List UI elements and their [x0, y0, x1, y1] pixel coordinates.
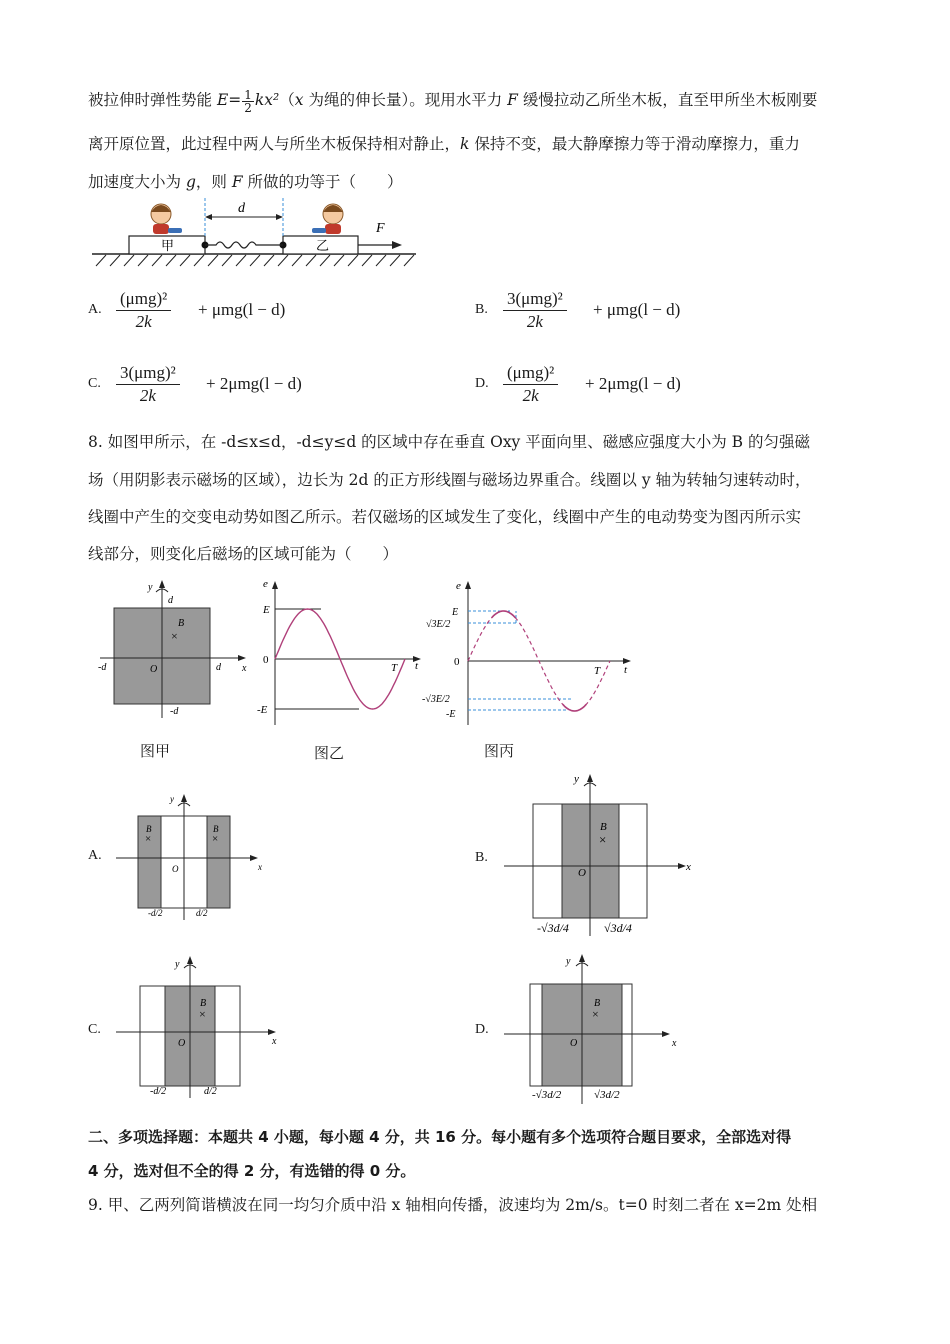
q8-line-3: 线圈中产生的交变电动势如图乙所示。若仅磁场的区域发生了变化，线圈中产生的电动势变为图丙所示实 [88, 508, 802, 526]
q8-line-2: 场（用阴影表示磁场的区域），边长为 2d 的正方形线圈与磁场边界重合。线圈以 y 轴为转轴匀速转动时， [88, 471, 811, 489]
svg-text:×: × [199, 1007, 206, 1021]
svg-text:O: O [172, 864, 179, 874]
svg-text:B: B [146, 824, 152, 834]
svg-text:-√3d/4: -√3d/4 [537, 921, 569, 935]
svg-text:E: E [263, 604, 270, 616]
svg-text:E: E [452, 607, 459, 618]
svg-text:×: × [171, 629, 178, 643]
svg-text:0: 0 [263, 654, 269, 666]
svg-text:-√3E/2: -√3E/2 [422, 694, 450, 705]
svg-text:y: y [148, 582, 153, 593]
half-fraction: $\frac{1}{2}$ [244, 87, 252, 115]
person-jia [151, 204, 182, 234]
svg-text:d: d [238, 201, 245, 216]
svg-text:-E: -E [446, 709, 456, 720]
svg-text:B: B [600, 821, 607, 833]
svg-text:O: O [178, 1038, 186, 1049]
svg-text:t: t [624, 664, 628, 676]
q7-line-3: 加速度大小为 g，则 F 所做的功等于（ ） [88, 173, 403, 191]
figure-jia [90, 578, 250, 723]
svg-text:B: B [178, 618, 185, 629]
svg-text:×: × [599, 832, 607, 847]
svg-text:d/2: d/2 [204, 1086, 217, 1097]
q9-line-1: 9. 甲、乙两列简谐横波在同一均匀介质中沿 x 轴相向传播，波速均为 2m/s。t=0 时刻二者在 x=2m 处相 [88, 1196, 818, 1214]
caption-bing: 图丙 [484, 742, 515, 760]
q7-line-2: 离开原位置，此过程中两人与所坐木板保持相对静止，k 保持不变，最大静摩擦力等于滑动摩擦力，重力 [88, 135, 800, 153]
svg-text:×: × [592, 1007, 599, 1021]
svg-text:B: B [213, 824, 219, 834]
svg-text:F: F [376, 221, 385, 236]
svg-text:-d/2: -d/2 [150, 1086, 167, 1097]
svg-text:x: x [242, 663, 247, 674]
svg-text:y: y [574, 773, 579, 785]
svg-text:-d/2: -d/2 [148, 908, 163, 918]
svg-text:×: × [212, 833, 219, 845]
person-yi [312, 204, 343, 234]
figure-bing [420, 577, 635, 727]
svg-text:-d: -d [98, 662, 107, 673]
q7-board-figure [88, 196, 423, 271]
q8-option-d-label[interactable]: D. [475, 1022, 489, 1037]
svg-text:B: B [200, 998, 207, 1009]
svg-text:-√3d/2: -√3d/2 [532, 1089, 562, 1101]
svg-text:t: t [415, 660, 419, 672]
section2-heading-line-1: 二、多项选择题：本题共 4 小题，每小题 4 分，共 16 分。每小题有多个选项符合题目要求，全部选对得 [88, 1128, 792, 1146]
svg-text:y: y [175, 959, 180, 970]
q7-line-1: 被拉伸时弹性势能 E= $\frac{1}{2}$ kx²（x 为绳的伸长量）。现用水平力 F 缓慢拉动乙所坐木板，直至甲所坐木板刚要 [88, 87, 818, 115]
svg-text:-d: -d [170, 706, 179, 717]
svg-text:T: T [594, 665, 601, 677]
svg-text:√3d/4: √3d/4 [604, 921, 632, 935]
svg-text:O: O [578, 867, 586, 879]
svg-text:0: 0 [454, 656, 460, 668]
q8-option-a-figure[interactable] [112, 792, 272, 922]
caption-yi: 图乙 [314, 744, 345, 762]
q8-option-b-figure[interactable] [500, 772, 700, 938]
q8-line-4: 线部分，则变化后磁场的区域可能为（ ） [88, 545, 399, 563]
q8-option-d-figure[interactable] [500, 950, 685, 1108]
figure-yi [255, 577, 425, 727]
svg-text:×: × [145, 833, 152, 845]
svg-text:x: x [686, 861, 691, 873]
svg-text:T: T [391, 662, 398, 674]
svg-text:y: y [170, 794, 174, 804]
svg-text:d: d [216, 662, 221, 673]
q8-option-b-label[interactable]: B. [475, 850, 488, 865]
svg-text:-E: -E [257, 704, 268, 716]
svg-text:d/2: d/2 [196, 908, 208, 918]
svg-text:d: d [168, 595, 173, 606]
svg-text:B: B [594, 998, 601, 1009]
caption-jia: 图甲 [140, 742, 171, 760]
q8-option-c-figure[interactable] [112, 954, 287, 1104]
svg-text:O: O [570, 1038, 578, 1049]
svg-text:e: e [456, 580, 461, 592]
svg-text:O: O [150, 664, 158, 675]
svg-text:e: e [263, 578, 268, 590]
svg-text:乙: 乙 [316, 238, 330, 253]
svg-text:√3d/2: √3d/2 [594, 1089, 620, 1101]
svg-text:x: x [272, 1036, 277, 1047]
svg-text:x: x [672, 1038, 677, 1049]
q8-option-c-label[interactable]: C. [88, 1022, 101, 1037]
svg-text:x: x [258, 862, 262, 872]
section2-heading-line-2: 4 分，选对但不全的得 2 分，有选错的得 0 分。 [88, 1162, 416, 1180]
q8-line-1: 8. 如图甲所示，在 -d≤x≤d，-d≤y≤d 的区域中存在垂直 Oxy 平面向里、磁感应强度大小为 B 的匀强磁 [88, 433, 810, 451]
svg-text:甲: 甲 [161, 238, 175, 253]
q8-option-a-label[interactable]: A. [88, 848, 102, 863]
svg-text:√3E/2: √3E/2 [426, 619, 451, 630]
svg-text:y: y [566, 956, 571, 967]
